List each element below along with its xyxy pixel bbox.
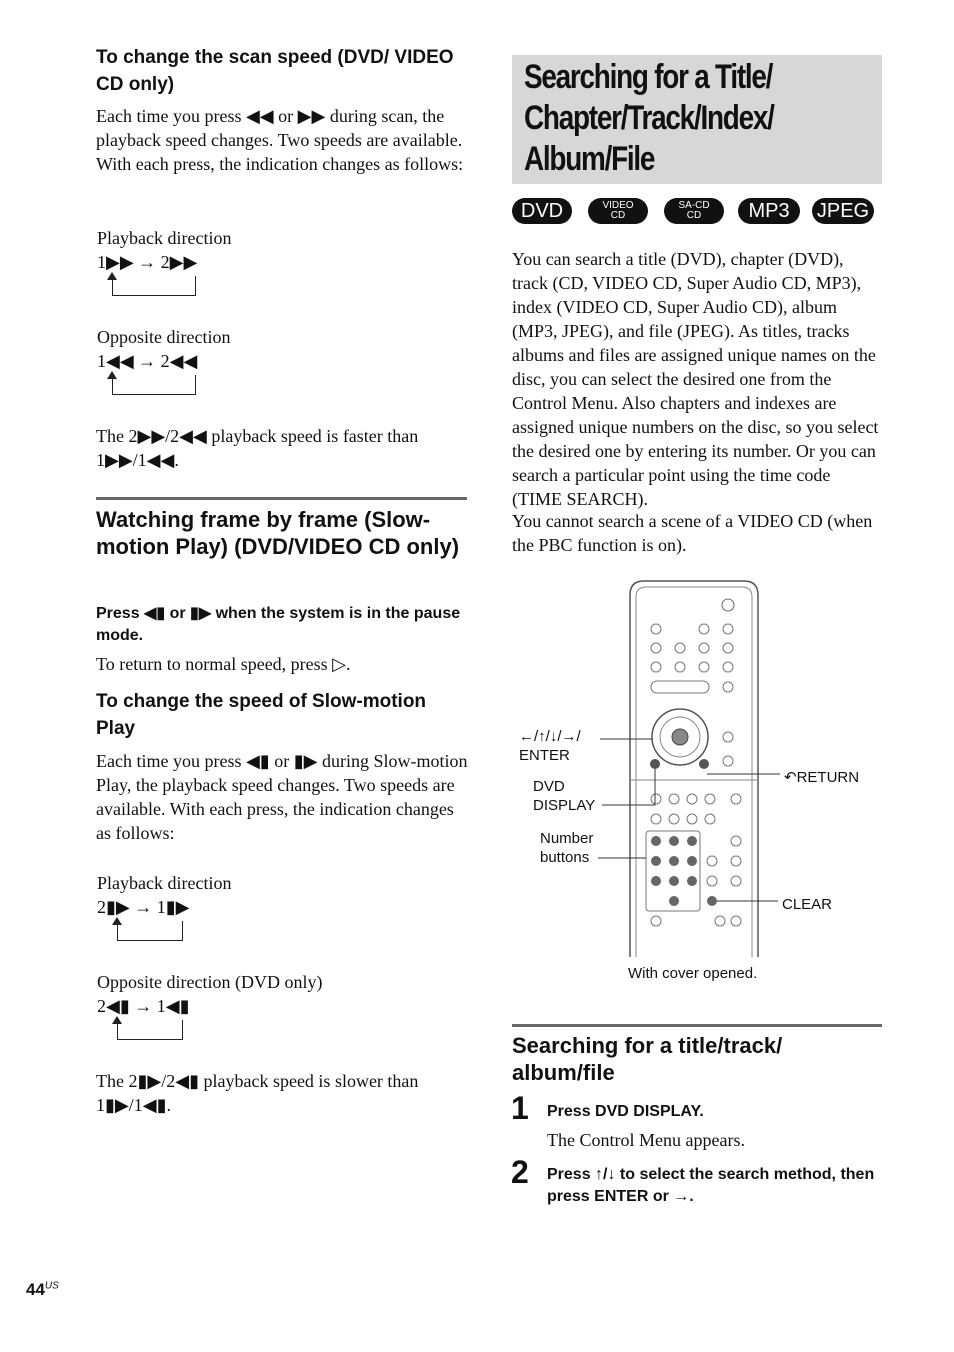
section-rule xyxy=(96,497,467,500)
slow-playback-sequence: 2▮▶ → 1▮▶ xyxy=(97,897,190,917)
page-number-value: 44 xyxy=(26,1280,45,1299)
page-number xyxy=(26,1280,59,1300)
badge-video-cd-label: VIDEO CD xyxy=(602,200,634,221)
badge-mp3: MP3 xyxy=(738,198,800,224)
slow-opposite-sequence: 2◀▮ → 1◀▮ xyxy=(97,996,190,1016)
callout-enter: ENTER xyxy=(519,747,570,764)
scan-opposite-sequence: 1◀◀ → 2◀◀ xyxy=(97,351,198,371)
subsection-rule xyxy=(512,1024,882,1027)
step-2-number: 2 xyxy=(511,1154,529,1190)
slow-opposite-direction-label: Opposite direction (DVD only) xyxy=(97,972,323,992)
section-title: Searching for a Title/ Chapter/Track/Index/ Album/File xyxy=(524,58,774,178)
slow-motion-instruction: Press ◀▮ or ▮▶ when the system is in the pause mode. xyxy=(96,605,461,644)
page-number-suffix: US xyxy=(44,1280,59,1292)
badge-sacd-cd xyxy=(664,198,724,224)
slow-opposite-loop-arrow xyxy=(117,1020,183,1040)
scan-speed-note: The 2▶▶/2◀◀ playback speed is faster than 1▶▶/1◀◀. xyxy=(96,426,419,470)
step-2-instruction: Press ↑/↓ to select the search method, then press ENTER or →. xyxy=(547,1166,875,1205)
step-1-number: 1 xyxy=(511,1090,529,1126)
intro-note: You cannot search a scene of a VIDEO CD (when the PBC function is on). xyxy=(512,511,873,555)
slow-motion-heading: Watching frame by frame (Slow-motion Play) (DVD/VIDEO CD only) xyxy=(96,507,460,559)
badge-jpeg: JPEG xyxy=(812,198,874,224)
callout-return xyxy=(784,768,859,787)
scan-opposite-loop-arrow xyxy=(112,375,196,395)
remote-caption: With cover opened. xyxy=(628,965,758,982)
scan-speed-heading: To change the scan speed (DVD/ VIDEO CD only) xyxy=(96,47,454,95)
step-1-instruction: Press DVD DISPLAY. xyxy=(547,1103,704,1120)
slow-speed-heading: To change the speed of Slow-motion Play xyxy=(96,691,427,739)
callout-clear: CLEAR xyxy=(782,896,833,913)
callout-arrows: ←/↑/↓/→/ xyxy=(519,728,581,745)
subsection-heading: Searching for a title/track/ album/file xyxy=(512,1033,783,1085)
step-1-result: The Control Menu appears. xyxy=(547,1130,745,1150)
slow-playback-direction-label: Playback direction xyxy=(97,873,232,893)
callout-number: Number xyxy=(540,830,594,847)
callout-dvd: DVD xyxy=(533,778,565,795)
callout-display: DISPLAY xyxy=(533,797,596,814)
scan-playback-loop-arrow xyxy=(112,276,196,296)
callout-buttons: buttons xyxy=(540,849,590,866)
scan-opposite-direction-label: Opposite direction xyxy=(97,327,231,347)
slow-speed-note: The 2▮▶/2◀▮ playback speed is slower than 1▮▶/1◀▮. xyxy=(96,1071,419,1115)
section-title-box xyxy=(512,55,882,184)
slow-motion-return-note: To return to normal speed, press ▷. xyxy=(96,654,351,674)
badge-video-cd xyxy=(588,198,648,224)
scan-speed-body: Each time you press ◀◀ or ▶▶ during scan, the playback speed changes. Two speeds are available. With each press, the indication changes as follows: xyxy=(96,106,464,174)
callout-return-label: RETURN xyxy=(796,769,860,786)
scan-playback-direction-label: Playback direction xyxy=(97,228,232,248)
slow-speed-body: Each time you press ◀▮ or ▮▶ during Slow-motion Play, the playback speed changes. Two speeds are available. With each press, the indication changes as follows: xyxy=(96,751,468,843)
badge-dvd: DVD xyxy=(512,198,572,224)
scan-playback-sequence: 1▶▶ → 2▶▶ xyxy=(97,252,198,272)
badge-sacd-cd-label: SA-CD CD xyxy=(678,200,710,221)
slow-playback-loop-arrow xyxy=(117,921,183,941)
intro-paragraph: You can search a title (DVD), chapter (DVD), track (CD, VIDEO CD, Super Audio CD, MP3), index (VIDEO CD, Super Audio CD), album (MP3, JPEG), and file (JPEG). As titles, tracks albums and files are assigned unique names on the disc, you can select the desired one from the Control Menu. Also chapters and indexes are assigned unique numbers on the disc, so you select the desired one by entering its number. Or you can search a particular point using the time code (TIME SEARCH). xyxy=(512,249,879,509)
return-icon: ↶ xyxy=(784,769,797,786)
